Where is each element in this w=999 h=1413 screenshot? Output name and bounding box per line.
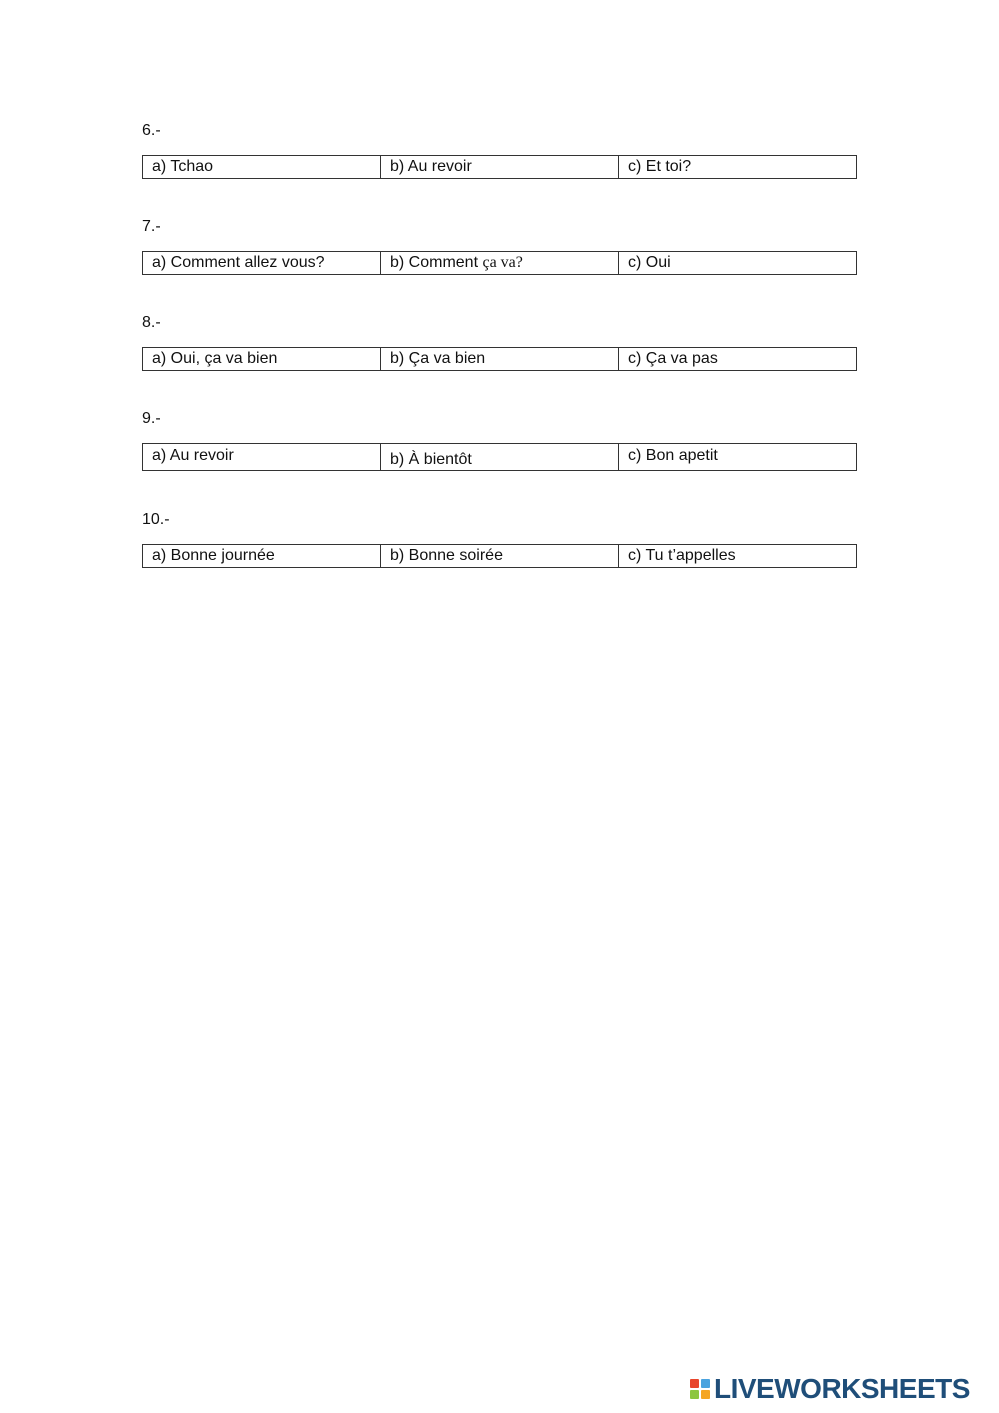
option-c[interactable]: c) Oui — [628, 254, 671, 271]
option-a[interactable]: a) Au revoir — [143, 444, 381, 470]
question-number: 9.- — [142, 410, 161, 427]
option-a[interactable]: a) Tchao — [143, 156, 381, 178]
option-b-suffix: ça va? — [482, 254, 523, 271]
question-number: 10.- — [142, 511, 170, 528]
logo-text: LIVEWORKSHEETS — [714, 1373, 970, 1404]
option-c[interactable]: c) Ça va pas — [628, 350, 718, 367]
option-b[interactable]: b) À bientôt — [381, 444, 619, 470]
option-c[interactable]: c) Et toi? — [628, 158, 692, 175]
option-b-prefix: b) Comment — [390, 254, 483, 271]
options-row — [142, 544, 857, 568]
question-7 — [142, 217, 857, 275]
options-row — [142, 443, 857, 471]
options-row — [142, 347, 857, 371]
option-b[interactable] — [381, 252, 619, 274]
options-row — [142, 251, 857, 275]
option-a[interactable]: a) Comment allez vous? — [143, 252, 381, 274]
options-row — [142, 155, 857, 179]
question-number: 7.- — [142, 218, 161, 235]
option-c[interactable]: c) Tu t’appelles — [628, 547, 736, 564]
liveworksheets-logo — [690, 1374, 970, 1404]
liveworksheets-blocks-icon — [690, 1379, 710, 1399]
option-b[interactable]: b) Bonne soirée — [381, 545, 619, 567]
option-b[interactable]: b) Au revoir — [381, 156, 619, 178]
question-8 — [142, 313, 857, 371]
option-a[interactable]: a) Oui, ça va bien — [143, 348, 381, 370]
option-c[interactable]: c) Bon apetit — [628, 447, 718, 464]
question-9 — [142, 409, 857, 471]
option-b[interactable]: b) Ça va bien — [381, 348, 619, 370]
option-a[interactable]: a) Bonne journée — [143, 545, 381, 567]
question-6 — [142, 121, 857, 179]
question-number: 6.- — [142, 122, 161, 139]
question-number: 8.- — [142, 314, 161, 331]
question-10 — [142, 510, 857, 568]
